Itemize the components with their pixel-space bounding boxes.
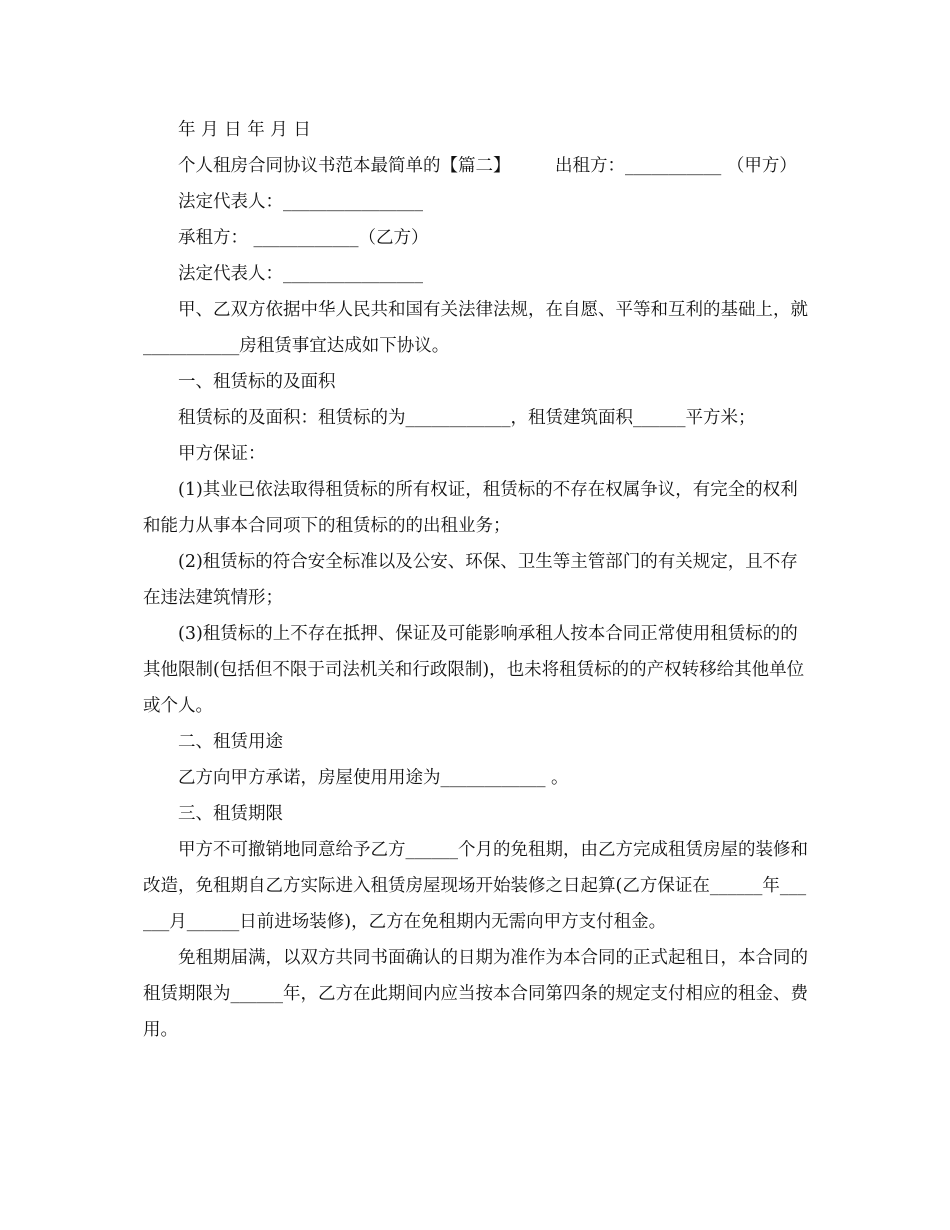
section-heading-3: 三、租赁期限 [178, 804, 283, 824]
guarantee-item-1: (1)其业已依法取得租赁标的所有权证，租赁标的不存在权属争议，有完全的权利和能力从事本合同项下的租赁标的的出租业务； [143, 480, 798, 536]
party-a-guarantee-heading: 甲方保证： [178, 444, 266, 464]
document-body [143, 112, 808, 1048]
legal-representative-a: 法定代表人：________________ [178, 192, 423, 212]
date-line: 年 月 日 年 月 日 [178, 120, 311, 140]
guarantee-item-3: (3)租赁标的上不存在抵押、保证及可能影响承租人按本合同正常使用租赁标的的其他限制(包括但不限于司法机关和行政限制)，也未将租赁标的的产权转移给其他单位或个人。 [143, 624, 805, 716]
contract-title-lessor-line: 个人租房合同协议书范本最简单的【篇二】 出租方：___________ （甲方） [178, 156, 797, 176]
section-heading-2: 二、租赁用途 [178, 732, 283, 752]
guarantee-item-2: (2)租赁标的符合安全标准以及公安、环保、卫生等主管部门的有关规定，且不存在违法建筑情形； [143, 552, 798, 608]
lease-term: 免租期届满，以双方共同书面确认的日期为准作为本合同的正式起租日，本合同的租赁期限为______年，乙方在此期间内应当按本合同第四条的规定支付相应的租金、费用。 [143, 948, 808, 1040]
lease-object-area: 租赁标的及面积：租赁标的为____________，租赁建筑面积______平方米； [178, 408, 756, 428]
lease-purpose: 乙方向甲方承诺，房屋使用用途为____________ 。 [178, 768, 569, 788]
section-heading-1: 一、租赁标的及面积 [178, 372, 336, 392]
legal-representative-b: 法定代表人：________________ [178, 264, 423, 284]
rent-free-period: 甲方不可撤销地同意给予乙方______个月的免租期，由乙方完成租赁房屋的装修和改造，免租期自乙方实际进入租赁房屋现场开始装修之日起算(乙方保证在______年______月______日前进场装修)，乙方在免租期内无需向甲方支付租金。 [143, 840, 808, 932]
agreement-preamble: 甲、乙双方依据中华人民共和国有关法律法规，在自愿、平等和互利的基础上，就___________房租赁事宜达成如下协议。 [143, 300, 808, 356]
lessee-line: 承租方： ____________（乙方） [178, 228, 429, 248]
